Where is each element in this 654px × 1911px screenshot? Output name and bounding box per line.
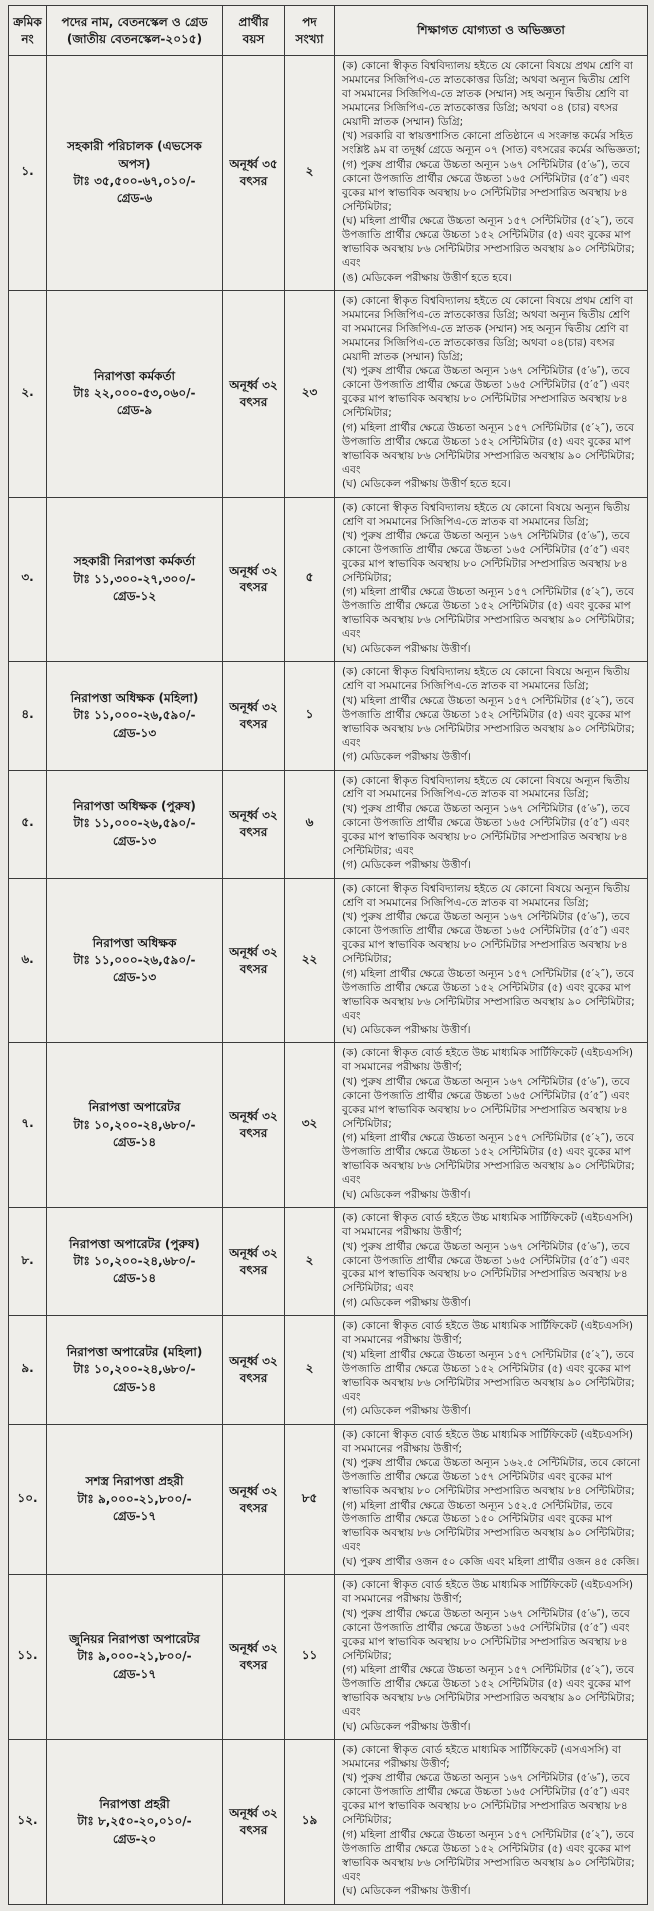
grade: গ্রেড-১৪ xyxy=(112,1134,157,1149)
vacancy-cell: ২৩ xyxy=(285,291,335,498)
post-cell xyxy=(47,1740,223,1905)
post-name: নিরাপত্তা অধিক্ষক (মহিলা) xyxy=(70,690,199,705)
qualification-clause: (খ) পুরুষ প্রার্থীর ক্ষেত্রে উচ্চতা অন্যূন ১৬৭ সেন্টিমিটার (৫′৬″), তবে কোনো উপজাতি প্রার্থীর ক্ষেত্রে উচ্চতা ১৬৫ সেন্টিমিটার (৫′৫″) এবং বুকের মাপ স্বাভাবিক অবস্থায় ৮০ সেন্টিমিটার সম্প্রসারিত অবস্থায় ৮৪ সেন্টিমিটার; xyxy=(342,1772,630,1827)
qualification-clause: (গ) মহিলা প্রার্থীর ক্ষেত্রে উচ্চতা অন্যূন ১৫৭ সেন্টিমিটার (৫′২″), তবে উপজাতি প্রার্থীর ক্ষেত্রে উচ্চতা ১৫২ সেন্টিমিটার (৫) এবং বুকের মাপ স্বাভাবিক অবস্থায় ৮৬ সেন্টিমিটার সম্প্রসারিত অবস্থায় ৯০ সেন্টিমিটার; এবং xyxy=(342,421,635,476)
pay-scale: টাঃ ৩৫,৫০০-৬৭,০১০/- xyxy=(73,174,196,188)
post-name: নিরাপত্তা কর্মকর্তা xyxy=(94,368,175,383)
header-age: প্রার্থীর বয়স xyxy=(223,6,285,56)
post-name: নিরাপত্তা অধিক্ষক (পুরুষ) xyxy=(73,799,196,814)
serial-cell: ৩. xyxy=(9,497,47,662)
table-row xyxy=(9,1208,648,1316)
qualification-cell xyxy=(335,56,648,291)
qualification-clause: (ক) কোনো স্বীকৃত বোর্ড হইতে উচ্চ মাধ্যমিক সার্টিফিকেট (এইচএসসি) বা সমমানের পরীক্ষায় উত্তীর্ণ; xyxy=(342,1579,633,1606)
pay-scale: টাঃ ১১,৩০০-২৭,৩০০/- xyxy=(73,571,196,586)
grade: গ্রেড-১২ xyxy=(112,589,157,604)
post-name: জুনিয়র নিরাপত্তা অপারেটর xyxy=(69,1632,200,1647)
post-name: সহকারী নিরাপত্তা কর্মকর্তা xyxy=(73,554,196,569)
serial-cell: ১২. xyxy=(9,1740,47,1905)
post-cell xyxy=(47,1208,223,1316)
age-cell: অনূর্ধ্ব ৩২ বৎসর xyxy=(223,662,285,770)
age-cell: অনূর্ধ্ব ৩২ বৎসর xyxy=(223,1208,285,1316)
qualification-cell xyxy=(335,497,648,662)
age-cell: অনূর্ধ্ব ৩৫ বৎসর xyxy=(223,56,285,291)
qualification-clause: (ক) কোনো স্বীকৃত বোর্ড হইতে উচ্চ মাধ্যমিক সার্টিফিকেট (এইচএসসি) বা সমমানের পরীক্ষায় উত্তীর্ণ; xyxy=(342,1428,633,1455)
qualification-clause: (গ) মহিলা প্রার্থীর ক্ষেত্রে উচ্চতা অন্যূন ১৫৭ সেন্টিমিটার (৫′২″), তবে উপজাতি প্রার্থীর ক্ষেত্রে উচ্চতা ১৫২ সেন্টিমিটার (৫) এবং বুকের মাপ স্বাভাবিক অবস্থায় ৮৬ সেন্টিমিটার সম্প্রসারিত অবস্থায় ৯০ সেন্টিমিটার; এবং xyxy=(342,586,635,641)
age-cell: অনূর্ধ্ব ৩২ বৎসর xyxy=(223,291,285,498)
header-post-name: পদের নাম, বেতনস্কেল ও গ্রেড (জাতীয় বেতনস্কেল-২০১৫) xyxy=(47,6,223,56)
qualification-cell xyxy=(335,1424,648,1575)
qualification-cell xyxy=(335,1740,648,1905)
age-cell: অনূর্ধ্ব ৩২ বৎসর xyxy=(223,497,285,662)
qualification-clause: (ক) কোনো স্বীকৃত বিশ্ববিদ্যালয় হইতে যে কোনো বিষয়ে অন্যূন দ্বিতীয় শ্রেণি বা সমমানের সিজিপিএ-তে স্নাতক বা সমমানের ডিগ্রি; xyxy=(342,501,630,528)
qualification-clause: (গ) মহিলা প্রার্থীর ক্ষেত্রে উচ্চতা অন্যূন ১৫২.৫ সেন্টিমিটার, তবে উপজাতি প্রার্থীর ক্ষেত্রে উচ্চতা ১৫০ সেন্টিমিটার এবং বুকের মাপ স্বাভাবিক অবস্থায় ৮৬ সেন্টিমিটার সম্প্রসারিত অবস্থায় ৯০ সেন্টিমিটার; এবং xyxy=(342,1499,635,1554)
qualification-clause: (গ) মেডিকেল পরীক্ষায় উত্তীর্ণ। xyxy=(342,1296,471,1309)
qualification-clause: (গ) মহিলা প্রার্থীর ক্ষেত্রে উচ্চতা অন্যূন ১৫৭ সেন্টিমিটার (৫′২″), তবে উপজাতি প্রার্থীর ক্ষেত্রে উচ্চতা ১৫২ সেন্টিমিটার (৫) এবং বুকের মাপ স্বাভাবিক অবস্থায় ৮৬ সেন্টিমিটার সম্প্রসারিত অবস্থায় ৯০ সেন্টিমিটার; এবং xyxy=(342,1132,635,1187)
qualification-clause: (ঘ) মেডিকেল পরীক্ষায় উত্তীর্ণ। xyxy=(342,1720,471,1733)
grade: গ্রেড-১৭ xyxy=(112,1666,157,1681)
qualification-clause: (খ) পুরুষ প্রার্থীর ক্ষেত্রে উচ্চতা অন্যূন ১৬৭ সেন্টিমিটার (৫′৬″), তবে কোনো উপজাতি প্রার্থীর ক্ষেত্রে উচ্চতা ১৬৫ সেন্টিমিটার (৫′৫″) এবং বুকের মাপ স্বাভাবিক অবস্থায় ৮০ সেন্টিমিটার সম্প্রসারিত অবস্থায় ৮৪ সেন্টিমিটার; xyxy=(342,911,630,966)
qualification-clause: (ক) কোনো স্বীকৃত বিশ্ববিদ্যালয় হইতে যে কোনো বিষয়ে অন্যূন দ্বিতীয় শ্রেণি বা সমমানের সিজিপিএ-তে স্নাতক বা সমমানের ডিগ্রি; xyxy=(342,666,630,693)
age-cell: অনূর্ধ্ব ৩২ বৎসর xyxy=(223,878,285,1043)
pay-scale: টাঃ ৯,০০০-২১,৮০০/- xyxy=(77,1491,192,1506)
serial-cell: ৫. xyxy=(9,770,47,878)
qualification-clause: (ঙ) মেডিকেল পরীক্ষায় উত্তীর্ণ হতে হবে। xyxy=(342,271,512,284)
qualification-clause: (ক) কোনো স্বীকৃত বিশ্ববিদ্যালয় হইতে যে কোনো বিষয়ে অন্যূন দ্বিতীয় শ্রেণি বা সমমানের সিজিপিএ-তে স্নাতক বা সমমানের ডিগ্রি; xyxy=(342,774,630,801)
serial-cell: ১১. xyxy=(9,1575,47,1740)
qualification-clause: (খ) সরকারি বা স্বায়ত্তশাসিত কোনো প্রতিষ্ঠানে এ সংক্রান্ত কর্মের সহিত সংশ্লিষ্ট ৯ম বা তদূর্ধ্ব গ্রেডে অন্যূন ০৭ (সাত) বৎসরের কর্মের অভিজ্ঞতা; xyxy=(342,130,641,157)
age-cell: অনূর্ধ্ব ৩২ বৎসর xyxy=(223,770,285,878)
post-cell xyxy=(47,1316,223,1424)
serial-cell: ৪. xyxy=(9,662,47,770)
qualification-clause: (ক) কোনো স্বীকৃত বোর্ড হইতে উচ্চ মাধ্যমিক সার্টিফিকেট (এইচএসসি) বা সমমানের পরীক্ষায় উত্তীর্ণ; xyxy=(342,1320,633,1347)
serial-cell: ৬. xyxy=(9,878,47,1043)
vacancy-cell: ২২ xyxy=(285,878,335,1043)
qualification-clause: (ক) কোনো স্বীকৃত বোর্ড হইতে উচ্চ মাধ্যমিক সার্টিফিকেট (এইচএসসি) বা সমমানের পরীক্ষায় উত্তীর্ণ; xyxy=(342,1047,633,1074)
qualification-clause: (খ) মহিলা প্রার্থীর ক্ষেত্রে উচ্চতা অন্যূন ১৫৭ সেন্টিমিটার (৫′২″), তবে উপজাতি প্রার্থীর ক্ষেত্রে উচ্চতা ১৫২ সেন্টিমিটার (৫) এবং বুকের মাপ স্বাভাবিক অবস্থায় ৮৬ সেন্টিমিটার সম্প্রসারিত অবস্থায় ৯০ সেন্টিমিটার; এবং xyxy=(342,694,635,749)
post-name: নিরাপত্তা অপারেটর xyxy=(88,1100,181,1115)
table-body xyxy=(9,56,648,1905)
job-circular-table xyxy=(8,5,648,1905)
post-name: নিরাপত্তা প্রহরী xyxy=(99,1796,170,1811)
post-cell xyxy=(47,291,223,498)
qualification-clause: (খ) পুরুষ প্রার্থীর ক্ষেত্রে উচ্চতা অন্যূন ১৬৭ সেন্টিমিটার (৫′৬″), তবে কোনো উপজাতি প্রার্থীর ক্ষেত্রে উচ্চতা ১৬৫ সেন্টিমিটার (৫′৫″) এবং বুকের মাপ স্বাভাবিক অবস্থায় ৮০ সেন্টিমিটার সম্প্রসারিত অবস্থায় ৮৪ সেন্টিমিটার; xyxy=(342,1607,630,1662)
qualification-clause: (খ) পুরুষ প্রার্থীর ক্ষেত্রে উচ্চতা অন্যূন ১৬৭ সেন্টিমিটার (৫′৬″), তবে কোনো উপজাতি প্রার্থীর ক্ষেত্রে উচ্চতা ১৬৫ সেন্টিমিটার (৫′৫″) এবং বুকের মাপ স্বাভাবিক অবস্থায় ৮০ সেন্টিমিটার সম্প্রসারিত অবস্থায় ৮৪ সেন্টিমিটার; xyxy=(342,530,630,584)
qualification-cell xyxy=(335,1043,648,1208)
table-row xyxy=(9,497,648,662)
age-cell: অনূর্ধ্ব ৩২ বৎসর xyxy=(223,1424,285,1575)
qualification-clause: (ঘ) মেডিকেল পরীক্ষায় উত্তীর্ণ হতে হবে। xyxy=(342,478,511,491)
pay-scale: টাঃ ১১,০০০-২৬,৫৯০/- xyxy=(73,816,196,831)
qualification-cell xyxy=(335,662,648,770)
serial-cell: ১০. xyxy=(9,1424,47,1575)
serial-cell: ১. xyxy=(9,56,47,291)
qualification-clause: (গ) মহিলা প্রার্থীর ক্ষেত্রে উচ্চতা অন্যূন ১৫৭ সেন্টিমিটার (৫′২″), তবে উপজাতি প্রার্থীর ক্ষেত্রে উচ্চতা ১৫২ সেন্টিমিটার (৫) এবং বুকের মাপ স্বাভাবিক অবস্থায় ৮৬ সেন্টিমিটার সম্প্রসারিত অবস্থায় ৯০ সেন্টিমিটার; এবং xyxy=(342,967,635,1022)
serial-cell: ৮. xyxy=(9,1208,47,1316)
grade: গ্রেড-৯ xyxy=(116,403,153,418)
qualification-clause: (ঘ) মেডিকেল পরীক্ষায় উত্তীর্ণ। xyxy=(342,642,471,655)
table-header-row xyxy=(9,6,648,56)
table-row xyxy=(9,770,648,878)
qualification-clause: (ক) কোনো স্বীকৃত বিশ্ববিদ্যালয় হইতে যে কোনো বিষয়ে অন্যূন দ্বিতীয় শ্রেণি বা সমমানের সিজিপিএ-তে স্নাতক বা সমমানের ডিগ্রি; xyxy=(342,882,630,909)
qualification-cell xyxy=(335,1575,648,1740)
serial-cell: ৭. xyxy=(9,1043,47,1208)
table-row xyxy=(9,291,648,498)
grade: গ্রেড-১৩ xyxy=(112,970,157,985)
grade: গ্রেড-৬ xyxy=(116,191,153,206)
qualification-cell xyxy=(335,878,648,1043)
qualification-cell xyxy=(335,1316,648,1424)
qualification-clause: (ঘ) মেডিকেল পরীক্ষায় উত্তীর্ণ। xyxy=(342,1885,471,1898)
qualification-clause: (গ) মেডিকেল পরীক্ষায় উত্তীর্ণ। xyxy=(342,859,471,872)
vacancy-cell: ১৯ xyxy=(285,1740,335,1905)
grade: গ্রেড-২০ xyxy=(112,1831,157,1846)
qualification-clause: (গ) মহিলা প্রার্থীর ক্ষেত্রে উচ্চতা অন্যূন ১৫৭ সেন্টিমিটার (৫′২″), তবে উপজাতি প্রার্থীর ক্ষেত্রে উচ্চতা ১৫২ সেন্টিমিটার (৫) এবং বুকের মাপ স্বাভাবিক অবস্থায় ৮৬ সেন্টিমিটার সম্প্রসারিত অবস্থায় ৯০ সেন্টিমিটার; এবং xyxy=(342,1828,635,1883)
qualification-clause: (ঘ) মেডিকেল পরীক্ষায় উত্তীর্ণ। xyxy=(342,1023,471,1036)
post-cell xyxy=(47,497,223,662)
age-cell: অনূর্ধ্ব ৩২ বৎসর xyxy=(223,1043,285,1208)
qualification-clause: (গ) মেডিকেল পরীক্ষায় উত্তীর্ণ। xyxy=(342,1405,471,1418)
table-row xyxy=(9,1575,648,1740)
qualification-clause: (খ) মহিলা প্রার্থীর ক্ষেত্রে উচ্চতা অন্যূন ১৫৭ সেন্টিমিটার (৫′২″), তবে উপজাতি প্রার্থীর ক্ষেত্রে উচ্চতা ১৫২ সেন্টিমিটার (৫) এবং বুকের মাপ স্বাভাবিক অবস্থায় ৮৬ সেন্টিমিটার সম্প্রসারিত অবস্থায় ৯০ সেন্টিমিটার; এবং xyxy=(342,1348,635,1403)
post-cell xyxy=(47,1575,223,1740)
grade: গ্রেড-১৪ xyxy=(112,1271,157,1286)
qualification-clause: (ঘ) মহিলা প্রার্থীর ক্ষেত্রে উচ্চতা অন্যূন ১৫৭ সেন্টিমিটার (৫′২″), তবে উপজাতি প্রার্থীর ক্ষেত্রে উচ্চতা ১৫২ সেন্টিমিটার (৫) এবং বুকের মাপ স্বাভাবিক অবস্থায় ৮৬ সেন্টিমিটার সম্প্রসারিত অবস্থায় ৯০ সেন্টিমিটার; এবং xyxy=(342,215,635,270)
qualification-clause: (ক) কোনো স্বীকৃত বোর্ড হইতে উচ্চ মাধ্যমিক সার্টিফিকেট (এইচএসসি) বা সমমানের পরীক্ষায় উত্তীর্ণ; xyxy=(342,1212,633,1239)
qualification-clause: (খ) পুরুষ প্রার্থীর ক্ষেত্রে উচ্চতা অন্যূন ১৬২.৫ সেন্টিমিটার, তবে কোনো উপজাতি প্রার্থীর ক্ষেত্রে উচ্চতা ১৫৭ সেন্টিমিটার এবং বুকের মাপ স্বাভাবিক অবস্থায় ৮০ সেন্টিমিটার সম্প্রসারিত অবস্থায় ৮৪ সেন্টিমিটার; xyxy=(342,1457,641,1498)
qualification-clause: (গ) মহিলা প্রার্থীর ক্ষেত্রে উচ্চতা অন্যূন ১৫৭ সেন্টিমিটার (৫′২″), তবে উপজাতি প্রার্থীর ক্ষেত্রে উচ্চতা ১৫২ সেন্টিমিটার (৫) এবং বুকের মাপ স্বাভাবিক অবস্থায় ৮৬ সেন্টিমিটার সম্প্রসারিত অবস্থায় ৯০ সেন্টিমিটার; এবং xyxy=(342,1664,635,1719)
qualification-cell xyxy=(335,291,648,498)
pay-scale: টাঃ ১০,২০০-২৪,৬৮০/- xyxy=(73,1117,196,1132)
vacancy-cell: ৩২ xyxy=(285,1043,335,1208)
pay-scale: টাঃ ২২,০০০-৫৩,০৬০/- xyxy=(73,386,196,401)
grade: গ্রেড-১৩ xyxy=(112,833,157,848)
qualification-clause: (খ) পুরুষ প্রার্থীর ক্ষেত্রে উচ্চতা অন্যূন ১৬৭ সেন্টিমিটার (৫′৬″), তবে কোনো উপজাতি প্রার্থীর ক্ষেত্রে উচ্চতা ১৬৫ সেন্টিমিটার (৫′৫″) এবং বুকের মাপ স্বাভাবিক অবস্থায় ৮০ সেন্টিমিটার সম্প্রসারিত অবস্থায় ৮৪ সেন্টিমিটার; এবং xyxy=(342,1240,630,1295)
table-row xyxy=(9,1043,648,1208)
post-name: নিরাপত্তা অপারেটর (পুরুষ) xyxy=(69,1236,200,1251)
pay-scale: টাঃ ৮,২৫০-২০,০১০/- xyxy=(77,1814,192,1829)
post-cell xyxy=(47,770,223,878)
qualification-clause: (ক) কোনো স্বীকৃত বোর্ড হইতে মাধ্যমিক সার্টিফিকেট (এসএসসি) বা সমমানের পরীক্ষায় উত্তীর্ণ; xyxy=(342,1744,621,1770)
vacancy-cell: ৫ xyxy=(285,497,335,662)
header-qualification: শিক্ষাগত যোগ্যতা ও অভিজ্ঞতা xyxy=(335,6,648,56)
qualification-clause: (ক) কোনো স্বীকৃত বিশ্ববিদ্যালয় হইতে যে কোনো বিষয়ে প্রথম শ্রেণি বা সমমানের সিজিপিএ-তে স্নাতকোত্তর ডিগ্রি; অথবা অন্যূন দ্বিতীয় শ্রেণি বা সমমানের সিজিপিএ-তে স্নাতক (সম্মান) সহ অন্যূন দ্বিতীয় শ্রেণি বা সমমানের সিজিপিএ-তে স্নাতকোত্তর ডিগ্রি; অথবা ০৪(চার) বৎসর মেয়াদী স্নাতক (সম্মান) ডিগ্রি; xyxy=(342,295,633,363)
table-row xyxy=(9,1740,648,1905)
post-cell xyxy=(47,56,223,291)
post-name: সহকারী পরিচালক (এভসেক অপস) xyxy=(67,139,202,171)
header-vacancies: পদ সংখ্যা xyxy=(285,6,335,56)
qualification-cell xyxy=(335,1208,648,1316)
table-row xyxy=(9,662,648,770)
serial-cell: ২. xyxy=(9,291,47,498)
grade: গ্রেড-১৭ xyxy=(112,1509,157,1524)
qualification-clause: (গ) মেডিকেল পরীক্ষায় উত্তীর্ণ। xyxy=(342,751,471,764)
post-cell xyxy=(47,662,223,770)
vacancy-cell: ২ xyxy=(285,1316,335,1424)
pay-scale: টাঃ ১১,০০০-২৬,৫৯০/- xyxy=(73,708,196,723)
vacancy-cell: ১ xyxy=(285,662,335,770)
grade: গ্রেড-১৪ xyxy=(112,1379,157,1394)
qualification-clause: (খ) পুরুষ প্রার্থীর ক্ষেত্রে উচ্চতা অন্যূন ১৬৭ সেন্টিমিটার (৫′৬″), তবে কোনো উপজাতি প্রার্থীর ক্ষেত্রে উচ্চতা ১৬৫ সেন্টিমিটার (৫′৫″) এবং বুকের মাপ স্বাভাবিক অবস্থায় ৮০ সেন্টিমিটার সম্প্রসারিত অবস্থায় ৮৪ সেন্টিমিটার; xyxy=(342,1075,630,1130)
vacancy-cell: ৬ xyxy=(285,770,335,878)
vacancy-cell: ২ xyxy=(285,56,335,291)
post-name: নিরাপত্তা অপারেটর (মহিলা) xyxy=(66,1344,203,1359)
pay-scale: টাঃ ১০,২০০-২৪,৬৮০/- xyxy=(73,1254,196,1269)
pay-scale: টাঃ ১১,০০০-২৬,৫৯০/- xyxy=(73,952,196,967)
qualification-clause: (খ) পুরুষ প্রার্থীর ক্ষেত্রে উচ্চতা অন্যূন ১৬৭ সেন্টিমিটার (৫′৬″), তবে কোনো উপজাতি প্রার্থীর ক্ষেত্রে উচ্চতা ১৬৫ সেন্টিমিটার (৫′৫″) এবং বুকের মাপ স্বাভাবিক অবস্থায় ৮০ সেন্টিমিটার সম্প্রসারিত অবস্থায় ৮৪ সেন্টিমিটার; এবং xyxy=(342,802,630,857)
vacancy-cell: ১১ xyxy=(285,1575,335,1740)
age-cell: অনূর্ধ্ব ৩২ বৎসর xyxy=(223,1575,285,1740)
table-row xyxy=(9,878,648,1043)
post-cell xyxy=(47,1043,223,1208)
grade: গ্রেড-১৩ xyxy=(112,725,157,740)
serial-cell: ৯. xyxy=(9,1316,47,1424)
post-cell xyxy=(47,1424,223,1575)
table-row xyxy=(9,56,648,291)
post-name: নিরাপত্তা অধিক্ষক xyxy=(92,935,177,950)
qualification-clause: (ঘ) মেডিকেল পরীক্ষায় উত্তীর্ণ। xyxy=(342,1188,471,1201)
vacancy-cell: ২ xyxy=(285,1208,335,1316)
qualification-cell xyxy=(335,770,648,878)
vacancy-cell: ৮৫ xyxy=(285,1424,335,1575)
age-cell: অনূর্ধ্ব ৩২ বৎসর xyxy=(223,1740,285,1905)
pay-scale: টাঃ ৯,০০০-২১,৮০০/- xyxy=(77,1649,192,1664)
table-row xyxy=(9,1316,648,1424)
qualification-clause: (ক) কোনো স্বীকৃত বিশ্ববিদ্যালয় হইতে যে কোনো বিষয়ে প্রথম শ্রেণি বা সমমানের সিজিপিএ-তে স্নাতকোত্তর ডিগ্রি; অথবা অন্যূন দ্বিতীয় শ্রেণি বা সমমানের সিজিপিএ-তে স্নাতক (সম্মান) সহ অন্যূন দ্বিতীয় শ্রেণি বা সমমানের সিজিপিএ-তে স্নাতকোত্তর ডিগ্রি; অথবা ০৪ (চার) বৎসর মেয়াদী স্নাতক (সম্মান) ডিগ্রি; xyxy=(342,60,633,128)
table-row xyxy=(9,1424,648,1575)
post-name: সশস্ত্র নিরাপত্তা প্রহরী xyxy=(85,1474,184,1489)
qualification-clause: (গ) পুরুষ প্রার্থীর ক্ষেত্রে উচ্চতা অন্যূন ১৬৭ সেন্টিমিটার (৫′৬″), তবে কোনো উপজাতি প্রার্থীর ক্ষেত্রে উচ্চতা ১৬৫ সেন্টিমিটার (৫′৫″) এবং বুকের মাপ স্বাভাবিক অবস্থায় ৮০ সেন্টিমিটার সম্প্রসারিত অবস্থায় ৮৪ সেন্টিমিটার; xyxy=(342,158,630,213)
post-cell xyxy=(47,878,223,1043)
header-serial: ক্রমিক নং xyxy=(9,6,47,56)
qualification-clause: (ঘ) পুরুষ প্রার্থীর ওজন ৫০ কেজি এবং মহিলা প্রার্থীর ওজন ৪৫ কেজি। xyxy=(342,1555,640,1568)
pay-scale: টাঃ ১০,২০০-২৪,৬৮০/- xyxy=(73,1362,196,1377)
qualification-clause: (খ) পুরুষ প্রার্থীর ক্ষেত্রে উচ্চতা অন্যূন ১৬৭ সেন্টিমিটার (৫′৬″), তবে কোনো উপজাতি প্রার্থীর ক্ষেত্রে উচ্চতা ১৬৫ সেন্টিমিটার (৫′৫″) এবং বুকের মাপ স্বাভাবিক অবস্থায় ৮০ সেন্টিমিটার সম্প্রসারিত অবস্থায় ৮৪ সেন্টিমিটার; xyxy=(342,365,630,420)
age-cell: অনূর্ধ্ব ৩২ বৎসর xyxy=(223,1316,285,1424)
